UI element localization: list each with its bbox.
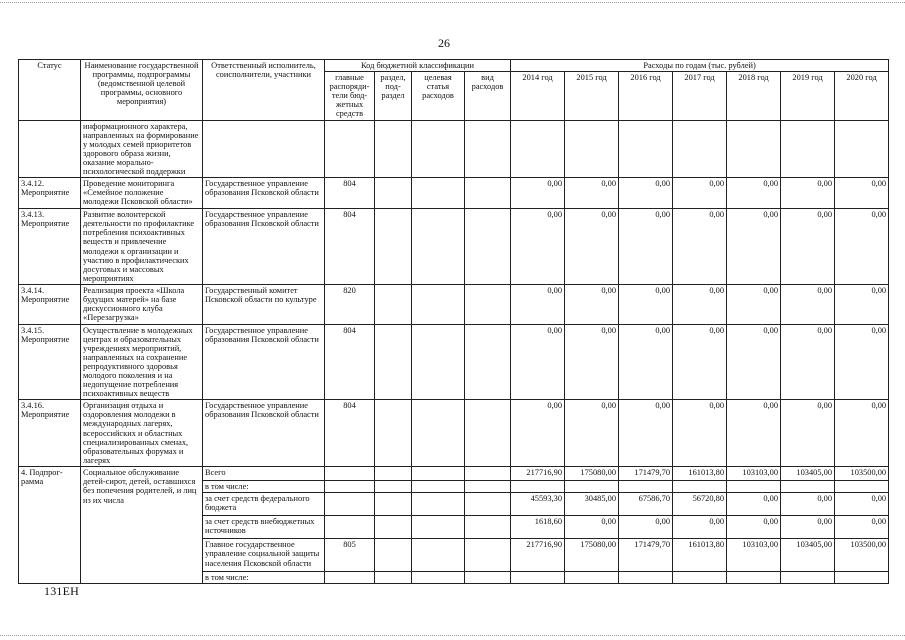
row-value: 0,00 <box>619 209 673 285</box>
row-value: 0,00 <box>835 400 889 467</box>
row-name: Развитие волонтерской деятельности по профилактике потребления психоактивных веществ и привлечение молодежи к организации и участию в профилактических досуговых и массовых мероприятиях <box>81 209 203 285</box>
subprogram-name: Социальное обслуживание детей-сирот, детей, оставшихся без попечения родителей, и лиц из их числа <box>81 467 203 584</box>
row-expense-type <box>465 572 511 584</box>
subprogram-value: 0,00 <box>727 493 781 516</box>
row-grbs: 804 <box>325 400 375 467</box>
row-expense-type <box>465 467 511 481</box>
header-expense-type: вид расходов <box>465 72 511 120</box>
row-target <box>412 539 465 572</box>
header-name: Наименование государственной программы, подпрограммы (ведомственной целевой программы, основного мероприятия) <box>81 60 203 121</box>
header-target: целевая статья расходов <box>412 72 465 120</box>
row-name: информационного характера, направленных на формирование у молодых семей приоритетов здорового образа жизни, оказание морально-психологической поддержки <box>81 120 203 178</box>
row-value: 0,00 <box>565 285 619 324</box>
subprogram-value: 175080,00 <box>565 467 619 481</box>
header-section: раздел, под-раздел <box>375 72 412 120</box>
row-expense-type <box>465 481 511 493</box>
subprogram-value: 103500,00 <box>835 467 889 481</box>
row-value: 0,00 <box>619 324 673 400</box>
row-value: 0,00 <box>673 285 727 324</box>
row-value: 0,00 <box>835 209 889 285</box>
row-value: 0,00 <box>673 178 727 209</box>
subprogram-value <box>835 572 889 584</box>
table-row <box>19 209 889 285</box>
row-grbs: 820 <box>325 285 375 324</box>
row-value: 0,00 <box>673 324 727 400</box>
row-executor: Государственный комитет Псковской области по культуре <box>203 285 325 324</box>
row-value: 0,00 <box>511 178 565 209</box>
row-value <box>835 120 889 178</box>
row-target <box>412 400 465 467</box>
row-value: 0,00 <box>511 285 565 324</box>
subprogram-executor: в том числе: <box>203 572 325 584</box>
subprogram-executor: Всего <box>203 467 325 481</box>
subprogram-value: 175080,00 <box>565 539 619 572</box>
table-row <box>19 120 889 178</box>
row-target <box>412 481 465 493</box>
subprogram-value <box>727 572 781 584</box>
row-status: 3.4.15. Мероприятие <box>19 324 81 400</box>
header-year: 2015 год <box>565 72 619 120</box>
row-status: 3.4.12. Мероприятие <box>19 178 81 209</box>
subprogram-executor: Главное государственное управление социальной защиты населения Псковской области <box>203 539 325 572</box>
table-row <box>19 285 889 324</box>
row-target <box>412 467 465 481</box>
subprogram-value: 0,00 <box>565 516 619 539</box>
row-section <box>375 481 412 493</box>
header-expenses-group: Расходы по годам (тыс. рублей) <box>511 60 889 72</box>
row-status <box>19 120 81 178</box>
row-status: 3.4.16. Мероприятие <box>19 400 81 467</box>
header-year: 2017 год <box>673 72 727 120</box>
row-expense-type <box>465 516 511 539</box>
subprogram-value <box>619 481 673 493</box>
row-value: 0,00 <box>565 209 619 285</box>
subprogram-value: 0,00 <box>781 493 835 516</box>
row-value <box>673 120 727 178</box>
row-executor <box>203 120 325 178</box>
subprogram-grbs <box>325 516 375 539</box>
subprogram-value <box>619 572 673 584</box>
row-name: Проведение мониторинга «Семейное положение молодежи Псковской области» <box>81 178 203 209</box>
subprogram-value <box>673 572 727 584</box>
row-grbs: 804 <box>325 178 375 209</box>
row-target <box>412 572 465 584</box>
header-year: 2019 год <box>781 72 835 120</box>
row-value <box>619 120 673 178</box>
row-value: 0,00 <box>565 178 619 209</box>
row-value <box>781 120 835 178</box>
row-section <box>375 400 412 467</box>
row-target <box>412 493 465 516</box>
subprogram-value <box>673 481 727 493</box>
subprogram-value: 30485,00 <box>565 493 619 516</box>
row-name: Осуществление в молодежных центрах и образовательных учреждениях мероприятий, направленных на сохранение репродуктивного здоровья молодого поколения и на недопущение потребления психоактивных веществ <box>81 324 203 400</box>
row-grbs: 804 <box>325 324 375 400</box>
table-row <box>19 400 889 467</box>
header-status: Статус <box>19 60 81 121</box>
subprogram-grbs <box>325 493 375 516</box>
row-value: 0,00 <box>835 324 889 400</box>
row-expense-type <box>465 285 511 324</box>
row-executor: Государственное управление образования Псковской области <box>203 209 325 285</box>
subprogram-value: 103103,00 <box>727 467 781 481</box>
footer-code: 131ЕН <box>44 584 79 598</box>
row-value: 0,00 <box>511 209 565 285</box>
table-row <box>19 324 889 400</box>
row-expense-type <box>465 209 511 285</box>
row-section <box>375 572 412 584</box>
subprogram-value: 0,00 <box>835 516 889 539</box>
row-value <box>511 120 565 178</box>
row-value: 0,00 <box>835 178 889 209</box>
row-section <box>375 285 412 324</box>
subprogram-value: 103103,00 <box>727 539 781 572</box>
row-target <box>412 324 465 400</box>
row-value: 0,00 <box>511 400 565 467</box>
row-value: 0,00 <box>781 324 835 400</box>
row-section <box>375 209 412 285</box>
subprogram-value: 161013,80 <box>673 539 727 572</box>
row-value: 0,00 <box>619 178 673 209</box>
subprogram-value <box>835 481 889 493</box>
row-section <box>375 120 412 178</box>
row-expense-type <box>465 400 511 467</box>
row-status: 3.4.13. Мероприятие <box>19 209 81 285</box>
row-value: 0,00 <box>511 324 565 400</box>
row-status: 3.4.14. Мероприятие <box>19 285 81 324</box>
subprogram-value <box>781 572 835 584</box>
row-target <box>412 285 465 324</box>
subprogram-value: 161013,80 <box>673 467 727 481</box>
subprogram-grbs <box>325 467 375 481</box>
row-grbs: 804 <box>325 209 375 285</box>
budget-table <box>18 59 889 584</box>
header-year: 2016 год <box>619 72 673 120</box>
subprogram-value: 171479,70 <box>619 467 673 481</box>
row-section <box>375 516 412 539</box>
subprogram-value <box>511 572 565 584</box>
row-name: Организация отдыха и оздоровления молодежи в международных лагерях, всероссийских и областных специализированных сменах, образовательных форумах и лагерях <box>81 400 203 467</box>
header-year: 2018 год <box>727 72 781 120</box>
row-target <box>412 178 465 209</box>
subprogram-value: 0,00 <box>727 516 781 539</box>
row-value: 0,00 <box>727 324 781 400</box>
row-value: 0,00 <box>565 324 619 400</box>
subprogram-row-total <box>19 467 889 481</box>
row-expense-type <box>465 493 511 516</box>
subprogram-value: 45593,30 <box>511 493 565 516</box>
row-section <box>375 324 412 400</box>
subprogram-executor: за счет средств федерального бюджета <box>203 493 325 516</box>
subprogram-value: 103405,00 <box>781 539 835 572</box>
subprogram-value: 103500,00 <box>835 539 889 572</box>
header-executor: Ответственный исполнитель, соисполнители, участники <box>203 60 325 121</box>
row-value: 0,00 <box>727 209 781 285</box>
subprogram-value: 103405,00 <box>781 467 835 481</box>
row-name: Реализация проекта «Школа будущих матерей» на базе дискуссионного клуба «Перезагрузка» <box>81 285 203 324</box>
subprogram-value <box>781 481 835 493</box>
row-value <box>727 120 781 178</box>
scan-edge-bottom <box>0 635 905 636</box>
page-number: 26 <box>438 36 450 50</box>
row-value: 0,00 <box>781 178 835 209</box>
subprogram-value: 0,00 <box>835 493 889 516</box>
subprogram-value <box>511 481 565 493</box>
subprogram-value: 171479,70 <box>619 539 673 572</box>
row-section <box>375 539 412 572</box>
subprogram-value: 0,00 <box>673 516 727 539</box>
table-row <box>19 178 889 209</box>
row-section <box>375 467 412 481</box>
row-executor: Государственное управление образования Псковской области <box>203 178 325 209</box>
row-value: 0,00 <box>673 400 727 467</box>
row-executor: Государственное управление образования Псковской области <box>203 400 325 467</box>
subprogram-value: 56720,80 <box>673 493 727 516</box>
row-target <box>412 209 465 285</box>
row-value: 0,00 <box>727 178 781 209</box>
subprogram-value: 0,00 <box>619 516 673 539</box>
header-grbs: главные распоряди-тели бюд-жетных средств <box>325 72 375 120</box>
row-value: 0,00 <box>619 400 673 467</box>
row-value: 0,00 <box>727 285 781 324</box>
row-value: 0,00 <box>565 400 619 467</box>
row-value: 0,00 <box>835 285 889 324</box>
row-value: 0,00 <box>673 209 727 285</box>
row-grbs <box>325 120 375 178</box>
row-section <box>375 493 412 516</box>
subprogram-value <box>565 481 619 493</box>
header-year: 2014 год <box>511 72 565 120</box>
subprogram-executor: за счет средств внебюджетных источников <box>203 516 325 539</box>
subprogram-executor: в том числе: <box>203 481 325 493</box>
row-value: 0,00 <box>727 400 781 467</box>
subprogram-value: 217716,90 <box>511 539 565 572</box>
subprogram-value: 217716,90 <box>511 467 565 481</box>
row-value <box>565 120 619 178</box>
subprogram-value: 67586,70 <box>619 493 673 516</box>
subprogram-status: 4. Подпрог-рамма <box>19 467 81 584</box>
subprogram-value: 0,00 <box>781 516 835 539</box>
header-budget-code-group: Код бюджетной классификации <box>325 60 511 72</box>
row-value: 0,00 <box>781 285 835 324</box>
scan-edge-top <box>0 2 905 3</box>
subprogram-grbs <box>325 572 375 584</box>
row-expense-type <box>465 324 511 400</box>
row-expense-type <box>465 178 511 209</box>
row-value: 0,00 <box>619 285 673 324</box>
subprogram-value: 1618,60 <box>511 516 565 539</box>
row-executor: Государственное управление образования Псковской области <box>203 324 325 400</box>
subprogram-grbs <box>325 481 375 493</box>
subprogram-value <box>727 481 781 493</box>
row-section <box>375 178 412 209</box>
row-target <box>412 120 465 178</box>
row-value: 0,00 <box>781 400 835 467</box>
header-year: 2020 год <box>835 72 889 120</box>
row-target <box>412 516 465 539</box>
row-value: 0,00 <box>781 209 835 285</box>
row-expense-type <box>465 120 511 178</box>
subprogram-grbs: 805 <box>325 539 375 572</box>
subprogram-value <box>565 572 619 584</box>
table-header <box>19 60 889 121</box>
row-expense-type <box>465 539 511 572</box>
